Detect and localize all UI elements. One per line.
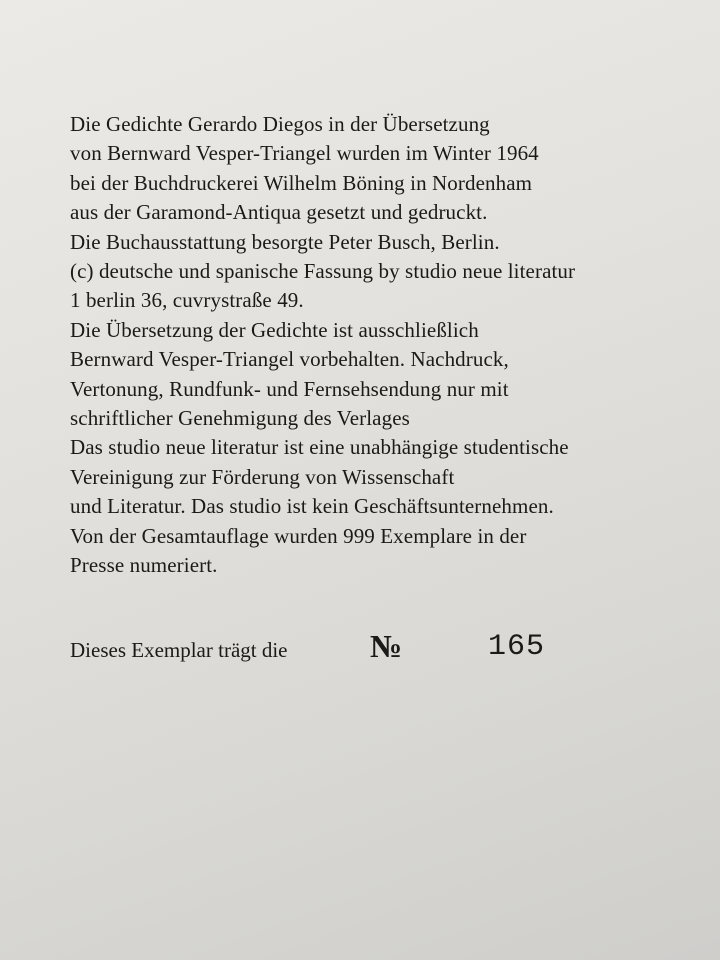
colophon-line: Presse numeriert. [70,553,218,578]
colophon-line: von Bernward Vesper-Triangel wurden im Winter 1964 [70,141,539,166]
colophon-line: (c) deutsche und spanische Fassung by studio neue literatur [70,259,576,284]
colophon-line: bei der Buchdruckerei Wilhelm Böning in Nordenham [70,170,533,195]
colophon-line: Die Übersetzung der Gedichte ist ausschließlich [70,317,479,342]
colophon-line: und Literatur. Das studio ist kein Geschäftsunternehmen. [70,494,554,519]
colophon-line: schriftlicher Genehmigung des Verlages [70,406,410,431]
numero-sign: № [370,628,403,664]
copy-number-label: Dieses Exemplar trägt die [70,638,288,662]
colophon-line: Die Buchausstattung besorgte Peter Busch, Berlin. [70,229,500,254]
colophon-line: Vereinigung zur Förderung von Wissenschaft [70,464,455,489]
colophon-line: Bernward Vesper-Triangel vorbehalten. Nachdruck, [70,347,509,372]
copy-number-value: 165 [488,630,546,664]
colophon-line: 1 berlin 36, cuvrystraße 49. [70,288,304,313]
colophon-line: Das studio neue literatur ist eine unabhängige studentische [70,435,569,460]
colophon-line: Von der Gesamtauflage wurden 999 Exemplare in der [70,523,527,548]
colophon-line: aus der Garamond-Antiqua gesetzt und gedruckt. [70,200,488,225]
colophon-text [70,110,670,581]
copy-number-statement [70,628,670,672]
colophon-line: Vertonung, Rundfunk- und Fernsehsendung nur mit [70,376,509,401]
colophon-line: Die Gedichte Gerardo Diegos in der Übersetzung [70,112,490,136]
